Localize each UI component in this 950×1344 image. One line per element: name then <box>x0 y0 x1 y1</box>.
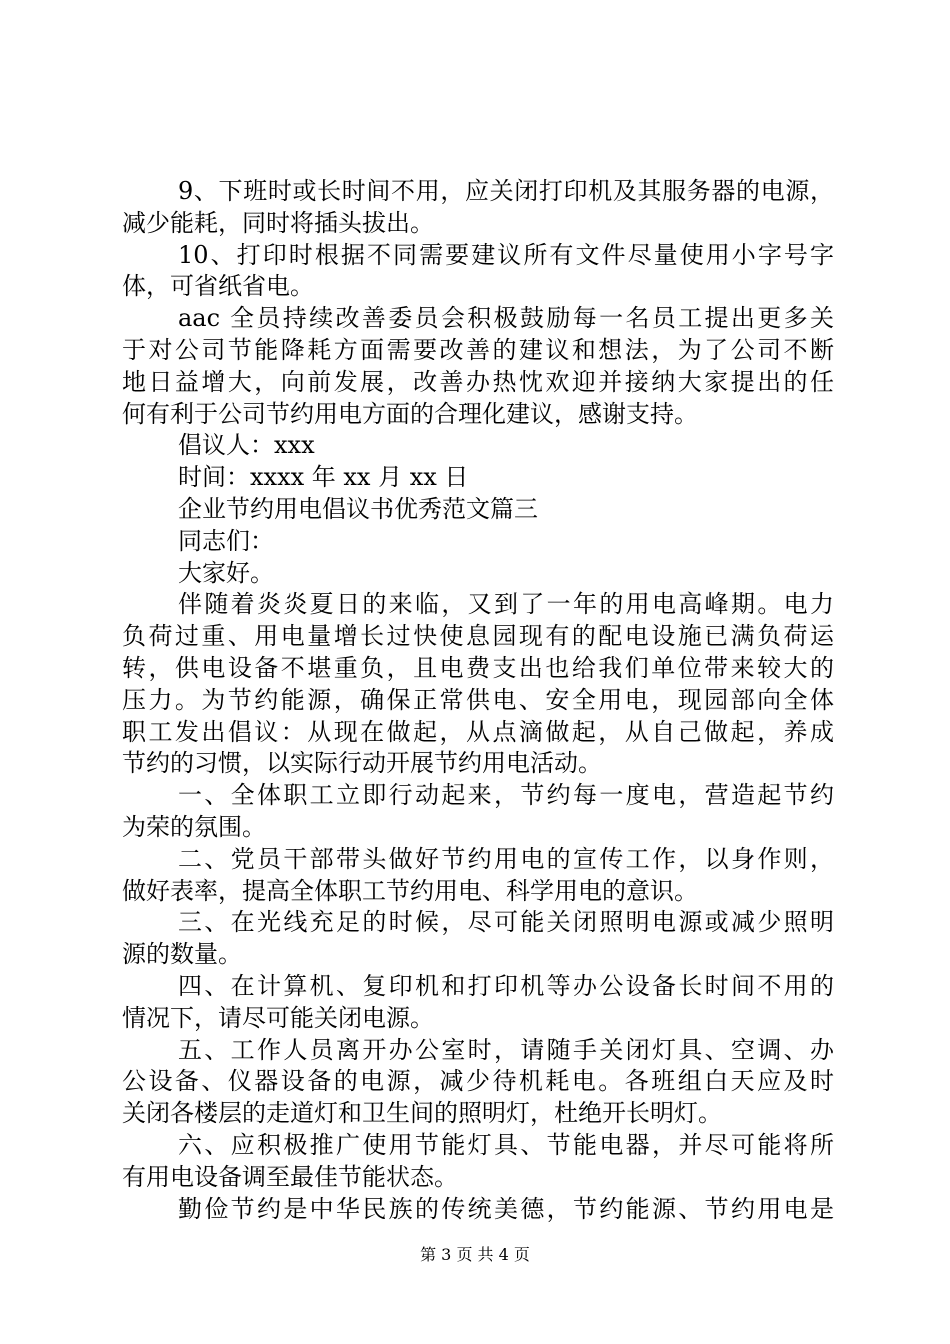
text-line: 源的数量。 <box>122 940 242 969</box>
text-line: 六、应积极推广使用节能灯具、节能电器，并尽可能将所 <box>178 1130 834 1159</box>
text-line: 同志们： <box>178 526 274 555</box>
text-line: aac 全员持续改善委员会积极鼓励每一名员工提出更多关 <box>178 304 834 333</box>
text-line: 为荣的氛围。 <box>122 812 266 841</box>
text-line: 做好表率，提高全体职工节约用电、科学用电的意识。 <box>122 876 698 905</box>
text-line: 负荷过重、用电量增长过快使息园现有的配电设施已满负荷运 <box>122 622 834 651</box>
text-line: 一、全体职工立即行动起来，节约每一度电，营造起节约 <box>178 781 834 810</box>
text-line: 公设备、仪器设备的电源，减少待机耗电。各班组白天应及时 <box>122 1067 834 1096</box>
text-line: 于对公司节能降耗方面需要改善的建议和想法，为了公司不断 <box>122 335 834 364</box>
text-line: 何有利于公司节约用电方面的合理化建议，感谢支持。 <box>122 399 698 428</box>
text-line: 三、在光线充足的时候，尽可能关闭照明电源或减少照明 <box>178 908 834 937</box>
text-line: 企业节约用电倡议书优秀范文篇三 <box>178 494 538 523</box>
text-line: 节约的习惯，以实际行动开展节约用电活动。 <box>122 749 602 778</box>
text-line: 地日益增大，向前发展，改善办热忱欢迎并接纳大家提出的任 <box>122 367 834 396</box>
text-line: 体，可省纸省电。 <box>122 272 314 301</box>
text-line: 关闭各楼层的走道灯和卫生间的照明灯，杜绝开长明灯。 <box>122 1099 722 1128</box>
text-line: 有用电设备调至最佳节能状态。 <box>122 1162 458 1191</box>
text-line: 时间：xxxx 年 xx 月 xx 日 <box>178 463 469 492</box>
page-footer: 第 3 页 共 4 页 <box>420 1245 530 1264</box>
text-line: 情况下，请尽可能关闭电源。 <box>122 1003 434 1032</box>
document-body <box>122 176 834 1225</box>
text-line: 二、党员干部带头做好节约用电的宣传工作，以身作则， <box>178 844 834 873</box>
text-line: 10、打印时根据不同需要建议所有文件尽量使用小字号字 <box>178 240 834 269</box>
text-line: 大家好。 <box>178 558 274 587</box>
text-line: 五、工作人员离开办公室时，请随手关闭灯具、空调、办 <box>178 1035 834 1064</box>
text-line: 9、下班时或长时间不用，应关闭打印机及其服务器的电源， <box>178 177 834 205</box>
text-line: 倡议人：xxx <box>178 431 315 460</box>
text-line: 压力。为节约能源，确保正常供电、安全用电，现园部向全体 <box>122 685 834 714</box>
text-line: 伴随着炎炎夏日的来临，又到了一年的用电高峰期。电力 <box>178 590 834 619</box>
text-line: 职工发出倡议：从现在做起，从点滴做起，从自己做起，养成 <box>122 717 834 746</box>
text-line: 转，供电设备不堪重负，且电费支出也给我们单位带来较大的 <box>122 653 834 682</box>
text-line: 减少能耗，同时将插头拔出。 <box>122 208 434 237</box>
text-line: 四、在计算机、复印机和打印机等办公设备长时间不用的 <box>178 971 834 1000</box>
text-line: 勤俭节约是中华民族的传统美德，节约能源、节约用电是 <box>178 1194 834 1223</box>
